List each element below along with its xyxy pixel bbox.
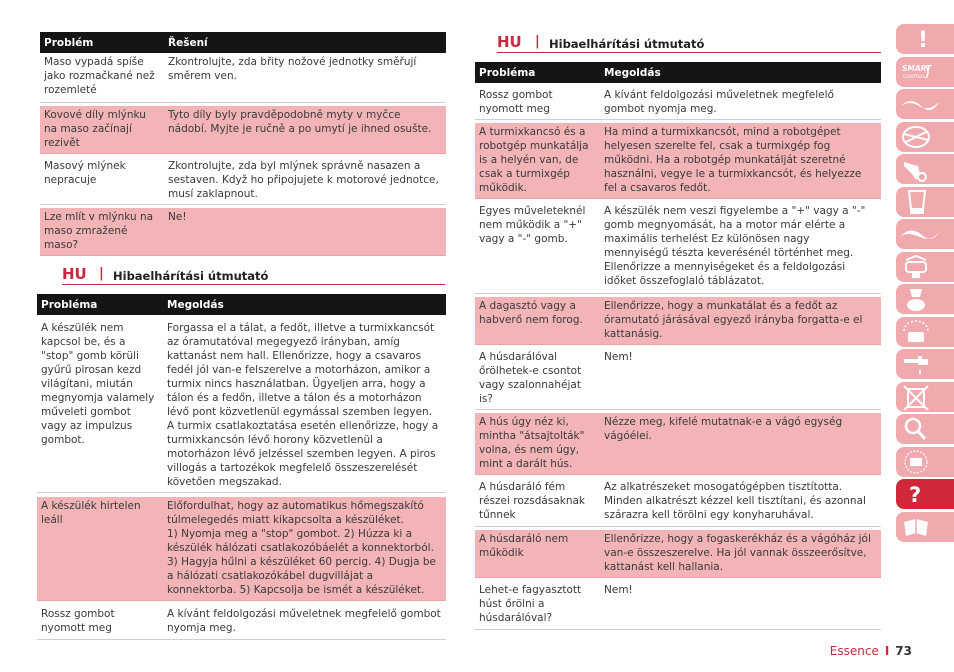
tab-smart-control[interactable] (896, 57, 954, 87)
column-header-solution: Megoldás (163, 294, 446, 315)
column-header-solution: Megoldás (600, 62, 881, 83)
column-header-solution: Řešení (164, 32, 446, 53)
question-icon (896, 479, 954, 509)
problem-cell: A hús úgy néz ki, mintha "átsajtolták" volna, és nem úgy, mint a darált hús. (475, 413, 600, 475)
tab-environment[interactable] (896, 447, 954, 477)
column-header-problem: Probléma (37, 294, 163, 315)
section-title: Hibaelhárítási útmutató (113, 269, 269, 283)
table-row (37, 319, 446, 493)
tab-faq[interactable] (896, 479, 954, 509)
page-number: 73 (895, 644, 912, 658)
fan-blade-icon (896, 122, 954, 152)
brand-name: Essence (829, 644, 879, 658)
tab-storage[interactable] (896, 317, 954, 347)
czech-troubleshooting-table (40, 32, 446, 256)
hungarian-troubleshooting-left (37, 294, 446, 640)
solution-cell: Az alkatrészeket mosogatógépben tisztította. Minden alkatrészt kézzel kell tisztítani, és azonnal szárazra kell törölni egy konyharuhával. (600, 478, 881, 526)
table-row (475, 202, 881, 293)
table-row (40, 157, 446, 205)
tab-safety[interactable] (896, 24, 954, 54)
hungarian-troubleshooting-table-left (37, 294, 446, 640)
tab-citrus-press[interactable] (896, 252, 954, 282)
table-row (475, 581, 881, 629)
tab-dishwasher[interactable] (896, 382, 954, 412)
table-row (40, 208, 446, 256)
solution-cell: Forgassa el a tálat, a fedőt, illetve a turmixkancsót az óramutatóval megegyező irányban, amíg kattanást nem hall. Ellenőrizze, hogy a csavaros fedél jól van-e felszerelve a motorházon, amikor a turmix nincs használatban. Ügyeljen arra, hogy a tálon és a fedőn, illetve a tálon és a motorházon lévő pont közvetlenül egymással szemben legyen. A turmix csatlakoztatása esetén ellenőrizze, hogy a turmixkancsón lévő horony közvetlenül a motorházon lévő jelzéssel szemben legyen. A piros villogás a tartozékok megfelelő összeszerelését követően megszakad. (163, 319, 446, 493)
exclamation-icon (896, 24, 954, 54)
magnifier-icon (896, 414, 954, 444)
problem-cell: Rossz gombot nyomott meg (37, 605, 163, 639)
problem-cell: Masový mlýnek nepracuje (40, 157, 164, 205)
table-row (40, 53, 446, 102)
table-header-row (37, 294, 446, 315)
solution-cell: Nem! (600, 348, 881, 410)
problem-cell: Egyes műveleteknél nem működik a "+" vagy a "-" gomb. (475, 202, 600, 293)
smart-control-icon (896, 57, 954, 87)
tab-cleaning[interactable] (896, 349, 954, 379)
svg-text:!: ! (918, 28, 929, 53)
meat-mincer-icon (896, 284, 954, 314)
recipe-book-icon (896, 512, 954, 542)
solution-cell: Ha mind a turmixkancsót, mind a robotgépet helyesen szerelte fel, csak a turmixgép fog működni. Ha a robotgép munkatálját szeretné használni, vegye le a turmixkancsót, és helyezze fel a csavaros fedőt. (600, 123, 881, 199)
svg-text:CONTROL: CONTROL (903, 74, 925, 80)
emulsifier-disc-icon (896, 219, 954, 249)
section-heading-hu-right (497, 34, 881, 53)
table-row (475, 123, 881, 199)
section-title: Hibaelhárítási útmutató (549, 37, 705, 51)
solution-cell: Előfordulhat, hogy az automatikus hőmegszakító túlmelegedés miatt kikapcsolta a készüléket. 1) Nyomja meg a "stop" gombot. 2) Húzza ki a készülék hálózati csatlakozóbáelét a konnektorból. 3) Hagyja hűlni a készüléket 60 percig. 4) Dugja be a hálózati csatlakozókábel dugvillájat a konnektorba. 5) Kapcsolja be ismét a készüléket. (163, 497, 446, 601)
problem-cell: A dagasztó vagy a habverő nem forog. (475, 297, 600, 345)
solution-cell: A kívánt feldolgozási műveletnek megfelelő gombot nyomja meg. (600, 86, 881, 120)
problem-cell: A készülék hirtelen leáll (37, 497, 163, 601)
svg-text:?: ? (909, 483, 922, 507)
tab-slicing-disc[interactable] (896, 122, 954, 152)
citrus-press-icon (896, 252, 954, 282)
problem-cell: A húsdaráló fém részei rozsdásaknak tűnnek (475, 478, 600, 526)
language-code: HU (497, 33, 522, 51)
table-header-row (40, 32, 446, 53)
tab-kneading[interactable] (896, 154, 954, 184)
solution-cell: Nézze meg, kifelé mutatnak-e a vágó egység vágóélei. (600, 413, 881, 475)
problem-cell: A készülék nem kapcsol be, és a "stop" gomb körüli gyűrű pirosan kezd világítani, miután megnyomja valamely műveleti gombot vagy az impulzus gombot. (37, 319, 163, 493)
no-dishwasher-icon (896, 382, 954, 412)
solution-cell: A kívánt feldolgozási műveletnek megfelelő gombot nyomja meg. (163, 605, 446, 639)
tab-blade[interactable] (896, 89, 954, 119)
table-row (37, 605, 446, 639)
tab-troubleshooting-search[interactable] (896, 414, 954, 444)
problem-cell: Rossz gombot nyomott meg (475, 86, 600, 120)
solution-cell: A készülék nem veszi figyelembe a "+" vagy a "-" gomb megnyomását, ha a motor már elérte a maximális terhelést Ez különösen nagy mennyiségű tészta keverésénél történhet meg. Ellenőrizze a mennyiségeket és a feldolgozási időket összefoglaló táblázatot. (600, 202, 881, 293)
problem-cell: Lze mlít v mlýnku na maso zmražené maso? (40, 208, 164, 256)
column-header-problem: Problém (40, 32, 164, 53)
czech-troubleshooting-section (40, 32, 446, 256)
table-row (475, 297, 881, 345)
solution-cell: Ellenőrizze, hogy a munkatálat és a fedőt az óramutató járásával egyező irányba forgatta-e el kattanásig. (600, 297, 881, 345)
column-header-problem: Probléma (475, 62, 600, 83)
tab-emulsifier[interactable] (896, 219, 954, 249)
problem-cell: Lehet-e fagyasztott húst őrölni a húsdarálóval? (475, 581, 600, 629)
solution-cell: Zkontrolujte, zda břity nožové jednotky směřují směrem ven. (164, 53, 446, 102)
hungarian-troubleshooting-table-right (475, 62, 881, 630)
hungarian-troubleshooting-right (475, 62, 881, 630)
recycle-logo-icon (896, 447, 954, 477)
problem-cell: A húsdaráló nem működik (475, 530, 600, 578)
problem-cell: A húsdarálóval őrölhetek-e csontot vagy szalonnahéjat is? (475, 348, 600, 410)
problem-cell: Maso vypadá spíše jako rozmačkané než rozemleté (40, 53, 164, 102)
section-heading-hu-left (62, 266, 445, 285)
solution-cell: Nem! (600, 581, 881, 629)
kneading-hook-icon (896, 154, 954, 184)
table-row (40, 106, 446, 154)
solution-cell: Ellenőrizze, hogy a fogaskerékház és a vágóház jól van-e összeszerelve. Ha jól vannak összeerősítve, kattanást kell hallania. (600, 530, 881, 578)
table-header-row (475, 62, 881, 83)
table-row (475, 530, 881, 578)
language-code: HU (62, 265, 87, 283)
solution-cell: Tyto díly byly pravděpodobně myty v myčce nádobí. Myjte je ručně a po umytí je ihned osušte. (164, 106, 446, 154)
storage-icon (896, 317, 954, 347)
solution-cell: Zkontrolujte, zda byl mlýnek správně nasazen a sestaven. Když ho připojujete k motorové jednotce, musí zaklapnout. (164, 157, 446, 205)
table-row (475, 413, 881, 475)
tab-blender[interactable] (896, 187, 954, 217)
problem-cell: A turmixkancsó és a robotgép munkatálja is a helyén van, de csak a turmixgép működik. (475, 123, 600, 199)
table-row (475, 86, 881, 120)
tab-recipes[interactable] (896, 512, 954, 542)
problem-cell: Kovové díly mlýnku na maso začínají rezivět (40, 106, 164, 154)
table-row (37, 497, 446, 601)
footer-separator: I (884, 644, 890, 658)
chapter-tab-sidebar (896, 24, 954, 544)
whisk-blade-icon (896, 89, 954, 119)
svg-text:SMART: SMART (902, 63, 932, 73)
blender-jug-icon (896, 187, 954, 217)
page-footer (830, 644, 912, 658)
tab-mincer[interactable] (896, 284, 954, 314)
table-row (475, 478, 881, 526)
heading-separator: | (535, 34, 540, 49)
table-row (475, 348, 881, 410)
heading-separator: | (99, 266, 104, 281)
tap-water-icon (896, 349, 954, 379)
solution-cell: Ne! (164, 208, 446, 256)
